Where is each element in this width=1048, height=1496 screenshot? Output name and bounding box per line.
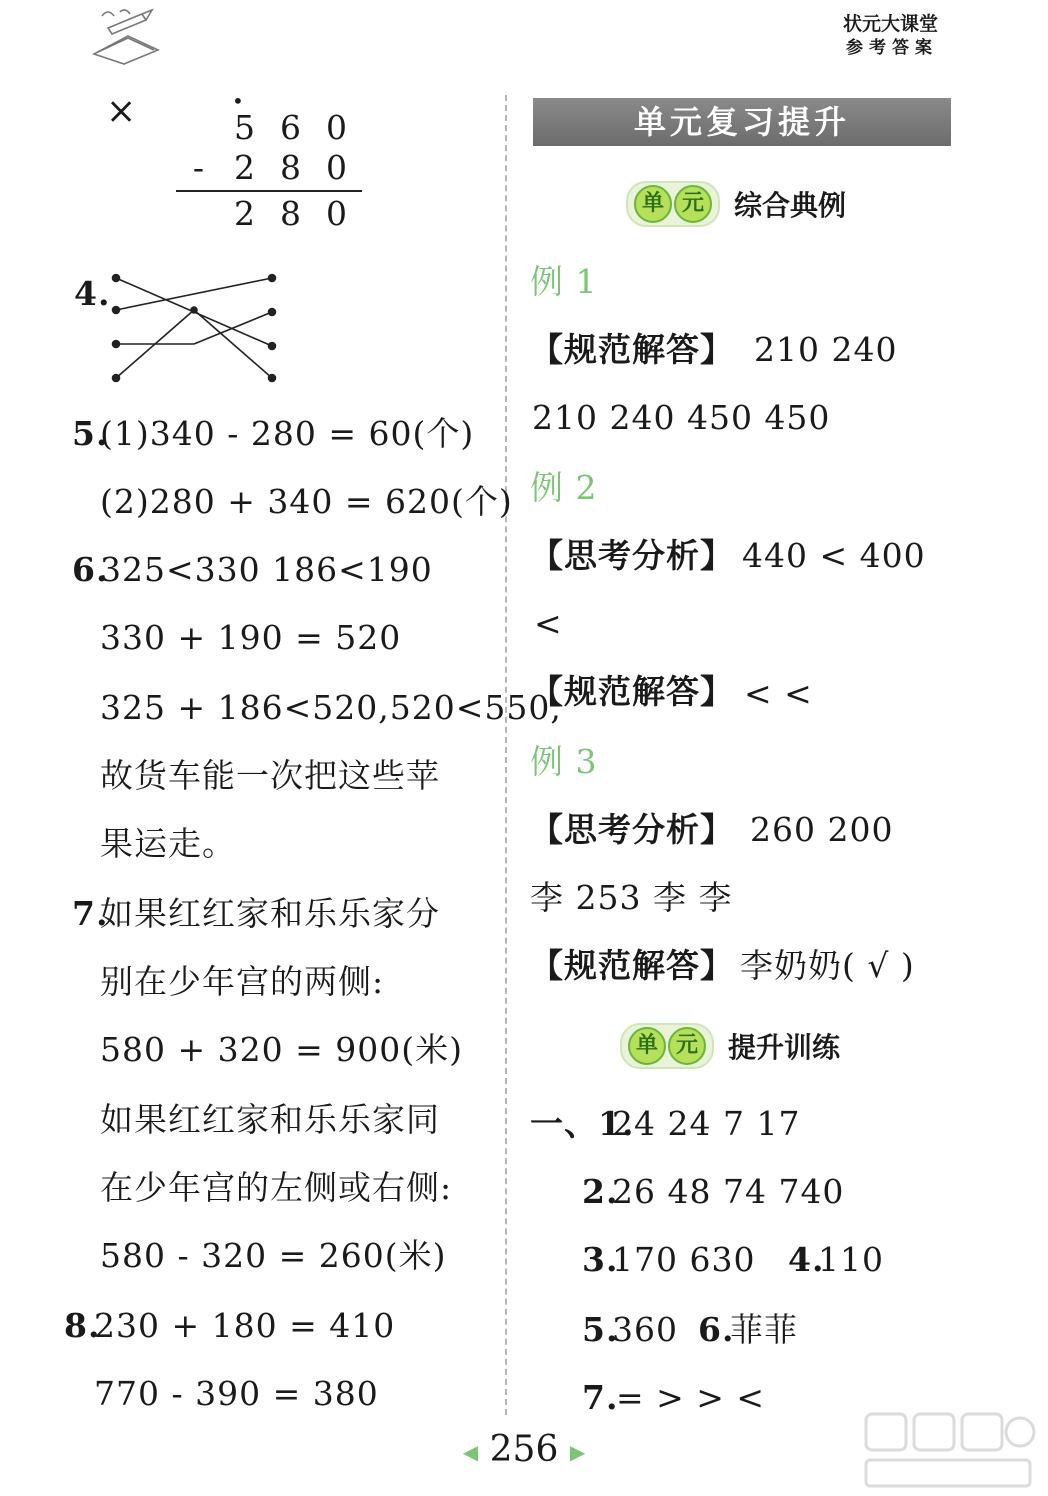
borrow-dot: •	[232, 89, 245, 113]
training-3-label: 3.	[582, 1240, 619, 1279]
training-4-answer: 110	[818, 1240, 884, 1279]
unit-badge	[620, 1023, 714, 1069]
q6-line-4: 故货车能一次把这些苹	[100, 756, 440, 795]
right-arrow-icon: ▶	[569, 1440, 586, 1464]
section-heading: 提升训练	[728, 1031, 841, 1064]
training-5-label: 5.	[582, 1310, 619, 1349]
digit: 0	[326, 194, 348, 233]
minus-sign: -	[192, 148, 206, 187]
example-1-line-1: 210 240	[754, 330, 898, 369]
example-3-heading: 例 3	[530, 742, 598, 781]
q8-label: 8.	[64, 1306, 101, 1345]
left-arrow-icon: ◀	[462, 1440, 479, 1464]
sum-line	[176, 190, 362, 192]
training-1-answer: 24 24 7 17	[612, 1104, 801, 1143]
digit: 0	[326, 108, 348, 147]
training-5-answer: 360	[612, 1310, 678, 1349]
q5-label: 5.	[72, 414, 109, 453]
badge-char: 单	[628, 1027, 666, 1065]
training-7-label: 7.	[582, 1378, 619, 1417]
training-1-label: 一、1.	[530, 1104, 635, 1143]
example-1-line-2: 210 240 450 450	[532, 398, 831, 437]
training-3-answer: 170 630	[612, 1240, 756, 1279]
matching-lines-diagram	[104, 268, 284, 388]
q7-line-1: 如果红红家和乐乐家分	[100, 894, 440, 933]
analysis-tag: 【思考分析】	[530, 536, 734, 575]
q6-label: 6.	[72, 550, 109, 589]
page-number-value: 256	[489, 1429, 559, 1470]
example-3-line-1: 260 200	[750, 810, 894, 849]
q4-label: 4.	[74, 274, 111, 313]
badge-char: 单	[634, 185, 672, 223]
answer-tag: 【规范解答】	[530, 946, 734, 985]
badge-char: 元	[668, 1027, 706, 1065]
subtrahend-row	[176, 148, 366, 188]
q7-line-3: 580 + 320 = 900(米)	[100, 1030, 463, 1069]
vertical-subtraction	[176, 89, 366, 234]
digit: 5	[234, 108, 256, 147]
q5-line-1: (1)340 - 280 = 60(个)	[100, 414, 475, 453]
training-6-label: 6.	[698, 1310, 735, 1349]
q7-line-4: 如果红红家和乐乐家同	[100, 1100, 440, 1139]
digit: 2	[234, 148, 256, 187]
badge-char: 元	[674, 185, 712, 223]
q6-line-2: 330 + 190 = 520	[100, 618, 402, 657]
q7-line-6: 580 - 320 = 260(米)	[100, 1236, 447, 1275]
minuend-row	[176, 108, 366, 148]
digit: 2	[234, 194, 256, 233]
pencil-book-illustration	[88, 6, 170, 66]
analysis-tag: 【思考分析】	[530, 810, 734, 849]
q7-line-5: 在少年宫的左侧或右侧:	[100, 1168, 453, 1207]
q8-line-2: 770 - 390 = 380	[94, 1374, 379, 1413]
section-banner: 单元复习提升	[533, 98, 951, 146]
unit-badge	[626, 181, 720, 227]
example-2-line-1: 440 < 400	[742, 536, 926, 575]
q6-line-3: 325 + 186<520,520<550,	[100, 688, 562, 727]
example-2-line-2: <	[534, 604, 563, 643]
digit: 0	[326, 148, 348, 187]
q7-label: 7.	[72, 894, 109, 933]
example-1-heading: 例 1	[530, 262, 598, 301]
training-2-label: 2.	[582, 1172, 619, 1211]
section-heading: 综合典例	[734, 189, 847, 222]
q8-line-1: 230 + 180 = 410	[94, 1306, 396, 1345]
example-2-line-3: < <	[744, 674, 813, 713]
answer-tag: 【规范解答】	[530, 672, 734, 711]
digit: 8	[280, 194, 302, 233]
watermark-logo	[858, 1404, 1038, 1494]
header-title: 状元大课堂	[842, 13, 938, 35]
training-7-answer: = > > <	[616, 1378, 766, 1417]
training-4-label: 4.	[788, 1240, 825, 1279]
column-divider	[505, 95, 507, 1415]
q5-line-2: (2)280 + 340 = 620(个)	[100, 482, 513, 521]
header-title-block	[843, 12, 938, 60]
digit: 6	[280, 108, 302, 147]
section-badge-examples	[626, 184, 846, 224]
example-3-line-3: 李奶奶( √ )	[740, 946, 915, 985]
example-3-line-2: 李 253 李 李	[530, 878, 733, 917]
q6-line-1: 325<330 186<190	[100, 550, 433, 589]
cross-mark: ×	[106, 91, 138, 132]
section-badge-training	[620, 1026, 840, 1066]
example-2-heading: 例 2	[530, 468, 598, 507]
difference-row	[176, 194, 366, 234]
training-2-answer: 26 48 74 740	[612, 1172, 845, 1211]
page-number	[444, 1430, 604, 1472]
answer-tag: 【规范解答】	[530, 330, 734, 369]
header-subtitle: 参考答案	[846, 38, 938, 58]
training-6-answer: 菲菲	[730, 1310, 798, 1349]
q7-line-2: 别在少年宫的两侧:	[100, 962, 385, 1001]
q6-line-5: 果运走。	[100, 824, 236, 863]
digit: 8	[280, 148, 302, 187]
